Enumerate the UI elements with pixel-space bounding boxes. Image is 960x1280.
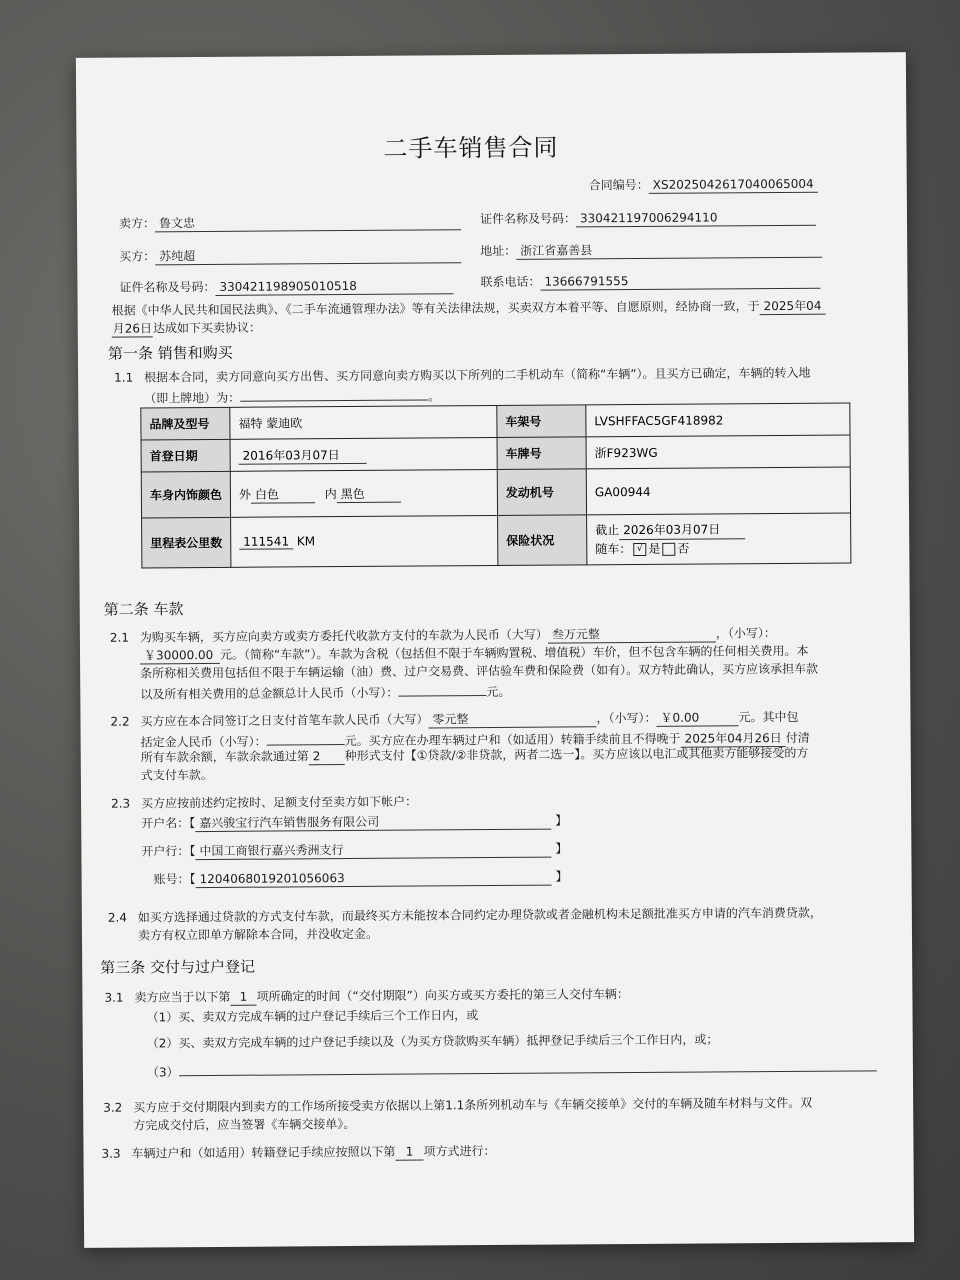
clause-2-4-line-1: 如买方选择通过贷款的方式支付车款，而最终买方未能按本合同约定办理贷款或者金融机构未足额批准买方申请的汽车消费贷款， [137, 905, 822, 925]
plate-value: 浙F923WG [586, 435, 850, 469]
clause-2-1-line-3: 条所称相关费用包括但不限于车辆运输（油）费、过户交易费、评估验车费和保险费（如有）。双方特此确认，买方应该承担车款 [140, 661, 819, 681]
clause-text: 元。其中包 [738, 709, 799, 725]
bracket-open: 【 [189, 872, 196, 887]
table-row [141, 403, 850, 440]
bank-value: 中国工商银行嘉兴秀洲支行 [195, 841, 551, 860]
contract-number [589, 176, 818, 195]
brand-label: 品牌及型号 [141, 407, 230, 440]
intro-text-end: 达成如下买卖协议： [152, 320, 262, 336]
deposit-lower: ￥0.00 [656, 709, 738, 727]
clause-text: ，（小写）： [715, 626, 776, 641]
destination-blank [240, 385, 428, 401]
phone-row [480, 272, 820, 291]
engine-value: GA00944 [586, 467, 850, 515]
contract-number-label: 合同编号： [588, 177, 649, 193]
clause-text: 付清 [785, 730, 810, 745]
clause-2-4-number: 2.4 [107, 910, 128, 925]
intro-date-year: 2025年04 [760, 298, 826, 315]
bracket-open: 【 [189, 844, 196, 859]
interior-value: 黑色 [337, 484, 401, 502]
bracket-open: 【 [189, 816, 196, 831]
clause-1-1-line-2 [144, 385, 440, 406]
mileage-unit: KM [296, 534, 316, 549]
clause-1-1-line-1: 根据本合同，卖方同意向买方出售、买方同意向卖方购买以下所列的二手机动车（简称“车辆”）。且买方已确定，车辆的转入地 [144, 365, 811, 385]
clause-2-3-line-1: 买方应按前述约定按时、足额支付至卖方如下帐户： [141, 794, 418, 811]
buyer-value: 苏纯超 [155, 246, 461, 265]
table-row [142, 513, 851, 568]
address-label: 地址： [480, 243, 517, 259]
clause-text: 车辆过户和（如适用）转籍登记手续应按照以下第 [131, 1144, 396, 1161]
insurance-cell [587, 513, 851, 565]
clause-2-2-line-4: 式支付车款。 [140, 767, 213, 783]
payment-method: 2 [309, 748, 345, 765]
clause-3-3-number: 3.3 [101, 1146, 121, 1161]
reg-date-label: 首登日期 [141, 439, 230, 472]
exterior-label: 外 [238, 487, 251, 502]
insurance-until-value: 2026年03月07日 [619, 520, 745, 540]
clause-2-2-number: 2.2 [110, 714, 130, 729]
clause-text: 种形式支付【①贷款/②非贷款，两者二选一】。买方应该以电汇或其他卖方能够接受的方 [344, 745, 809, 764]
clause-3-1-option-2: （2）买、卖双方完成车辆的过户登记手续以及（为买方贷款购买车辆）抵押登记手续后三个工作日内，或； [146, 1032, 719, 1051]
clause-text: 项所确定的时间（“交付期限”）向买方或买方委托的第三人交付车辆： [256, 987, 629, 1004]
table-row [141, 435, 850, 472]
destination-label: （即上牌地）为： [144, 390, 241, 406]
color-cell [230, 469, 497, 517]
clause-text: 为购买车辆，买方应向卖方或卖方委托代收款方支付的车款为人民币（大写） [139, 627, 548, 645]
reg-date-value: 2016年03月07日 [239, 445, 367, 464]
interior-label: 内 [324, 486, 337, 501]
yes-checkbox[interactable]: √ [633, 543, 646, 556]
clause-text: 卖方应当于以下第 [134, 989, 231, 1005]
buyer-id-row [119, 277, 453, 296]
clause-2-2-line-3 [141, 745, 809, 767]
section-3-heading: 第三条 交付与过户登记 [100, 957, 256, 977]
vin-label: 车架号 [497, 405, 586, 438]
engine-label: 发动机号 [497, 469, 586, 516]
earnest-blank [267, 730, 345, 746]
insurance-until-label: 截止 [595, 523, 620, 538]
clause-text: 所有车款余额，车款余款通过第 [140, 749, 309, 765]
buyer-label: 买方： [119, 249, 156, 264]
seller-id-row [480, 209, 816, 228]
clause-3-2-line-1: 买方应于交付期限内到卖方的工作场所接受卖方依据以上第1.1条所列机动车与《车辆交接单》交付的车辆及随车材料与文件。双 [133, 1095, 813, 1115]
delivery-option: 1 [230, 989, 256, 1006]
phone-label: 联系电话： [480, 274, 541, 290]
page-title: 二手车销售合同 [383, 133, 559, 163]
clause-3-2-line-2: 方完成交付后，应当签署《车辆交接单》。 [133, 1116, 356, 1133]
seller-value: 鲁文忠 [155, 213, 461, 232]
clause-3-1-line-1 [134, 986, 629, 1006]
clause-3-1-option-3 [147, 1056, 877, 1080]
contract-page [76, 52, 914, 1248]
transfer-option: 1 [395, 1144, 423, 1161]
mileage-cell [231, 515, 498, 567]
clause-2-4-line-2: 卖方有权立即单方解除本合同，并没收定金。 [137, 926, 379, 943]
yes-label: 是 [648, 541, 661, 556]
account-name-row [141, 813, 567, 833]
price-upper: 叁万元整 [548, 625, 716, 643]
contract-number-value: XS2025042617040065004 [649, 176, 818, 194]
address-value: 浙江省嘉善县 [516, 241, 822, 260]
clause-text: 项方式进行： [423, 1144, 496, 1159]
clause-text: ，（小写）： [596, 710, 657, 726]
bracket-close: 】 [555, 869, 568, 884]
reg-date-cell [230, 437, 497, 471]
account-name-value: 嘉兴骏宝行汽车销售服务有限公司 [195, 813, 551, 832]
clause-3-3-line-1 [131, 1143, 495, 1163]
clause-1-1-number: 1.1 [114, 370, 134, 385]
insurance-with-car-label: 随车： [595, 542, 632, 557]
option-3-label: （3） [146, 1065, 179, 1080]
seller-label: 卖方： [118, 216, 156, 231]
color-label: 车身内饰颜色 [141, 471, 230, 518]
bracket-close: 】 [555, 841, 568, 856]
phone-value: 13666791555 [540, 272, 820, 291]
bank-label: 开户行： [141, 844, 190, 859]
clause-text: 元。（简称“车款”）。车款为含税（包括但不限于车辆购置税、增值税）车价，但不包含车辆的任何相关费用。本 [219, 643, 809, 662]
clause-2-3-number: 2.3 [111, 796, 131, 811]
bank-row [141, 840, 567, 860]
buyer-row [119, 246, 461, 265]
no-label: 否 [677, 541, 690, 556]
clause-text: 买方应在本合同签订之日支付首笔车款人民币（大写） [140, 712, 429, 729]
seller-id-value: 330421197006294110 [576, 209, 816, 228]
clause-2-1-number: 2.1 [109, 630, 130, 645]
table-row [141, 467, 850, 518]
seller-row [119, 213, 461, 232]
account-number-value: 1204068019201056063 [196, 869, 552, 888]
destination-end: 。 [428, 389, 441, 404]
clause-text: 元。买方应在办理车辆过户和（如适用）转籍手续前且不得晚于 [344, 731, 681, 749]
clause-3-2-number: 3.2 [103, 1100, 123, 1115]
account-name-label: 开户名： [141, 816, 190, 831]
buyer-id-label: 证件名称及号码： [119, 279, 216, 295]
exterior-value: 白色 [251, 485, 315, 503]
no-checkbox[interactable] [662, 543, 675, 556]
intro-line-1 [112, 298, 826, 320]
brand-value: 福特 蒙迪欧 [230, 405, 497, 439]
mileage-label: 里程表公里数 [142, 517, 231, 568]
intro-text: 根据《中华人民共和国民法典》、《二手车流通管理办法》等有关法律法规，买卖双方本着平等、自愿原则，经协商一致，于 [111, 299, 760, 318]
intro-line-2 [112, 320, 261, 338]
total-blank [398, 681, 486, 697]
clause-3-1-option-1: （1）买、卖双方完成车辆的过户登记手续后三个工作日内，或 [146, 1008, 479, 1025]
section-2-heading: 第二条 车款 [103, 600, 184, 619]
plate-label: 车牌号 [497, 437, 586, 470]
seller-id-label: 证件名称及号码： [479, 211, 577, 227]
section-1-heading: 第一条 销售和购买 [107, 343, 233, 363]
clause-text: 括定金人民币（小写）： [140, 734, 267, 750]
price-lower: ￥30000.00 [140, 647, 220, 665]
account-number-row [154, 868, 568, 888]
account-number-label: 账号： [153, 872, 190, 887]
intro-date-day: 月26日 [112, 320, 153, 337]
address-row [480, 241, 822, 260]
mileage-value: 111541 [239, 534, 293, 549]
clause-text: 以及所有相关费用的总金额总计人民币（小写）： [140, 685, 399, 702]
final-pay-date: 2025年04月26日 [681, 730, 786, 748]
option-3-blank [179, 1056, 877, 1076]
vin-value: LVSHFFAC5GF418982 [586, 403, 850, 437]
insurance-label: 保险状况 [498, 515, 587, 566]
clause-3-1-number: 3.1 [104, 990, 124, 1005]
vehicle-table [140, 403, 851, 569]
clause-2-1-line-4 [140, 681, 510, 703]
clause-text: 元。 [486, 684, 511, 700]
bracket-close: 】 [555, 813, 568, 828]
deposit-upper: 零元整 [428, 710, 596, 728]
buyer-id-value: 330421198905010518 [215, 277, 453, 296]
